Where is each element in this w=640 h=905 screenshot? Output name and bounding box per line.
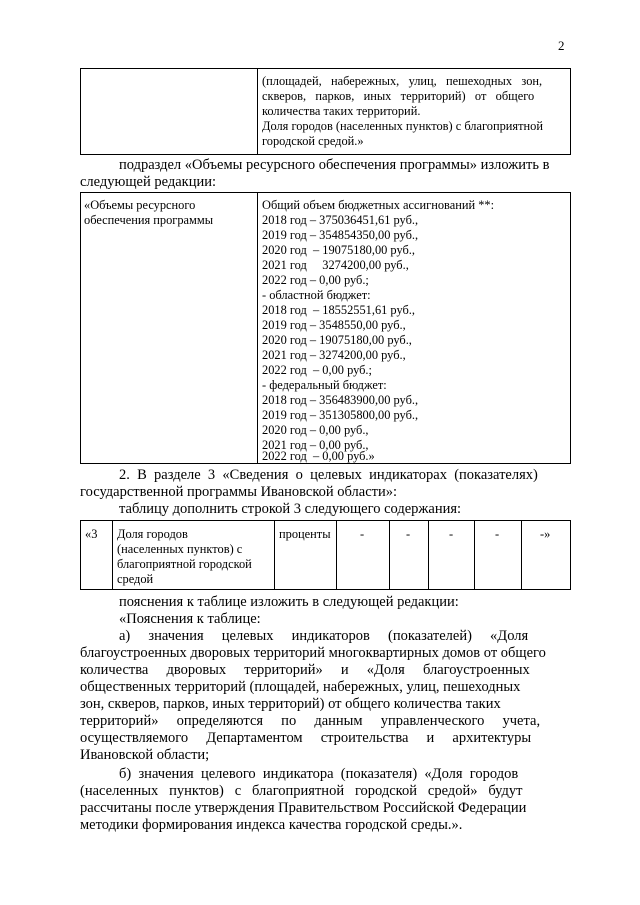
indicator-unit: проценты [279,527,331,541]
indicator-col-divider [521,520,522,590]
budget-line: 2020 год – 19075180,00 руб., [262,243,415,257]
paragraph-line: Ивановской области; [80,747,210,763]
indicator-value: - [406,527,411,541]
paragraph-line: общественных территорий (площадей, набережных, улиц, пешеходных [80,679,521,695]
indicator-name: Доля городов [117,527,188,541]
budget-line: 2019 год – 354854350,00 руб., [262,228,419,242]
budget-line: - областной бюджет: [262,288,371,302]
paragraph-line: подраздел «Объемы ресурсного обеспечения программы» изложить в [119,157,550,173]
paragraph-line: «Пояснения к таблице: [119,611,261,627]
paragraph-line: зон, скверов, парков, иных территорий) от общего количества таких [80,696,501,712]
indicator-value: - [449,527,454,541]
budget-line: 2018 год – 375036451,61 руб., [262,213,419,227]
budget-line: 2018 год – 18552551,61 руб., [262,303,415,317]
top-table-line: (площадей, набережных, улиц, пешеходных зон, [262,74,543,88]
paragraph-line: рассчитаны после утверждения Правительством Российской Федерации [80,800,527,816]
indicator-col-divider [389,520,390,590]
budget-line: 2018 год – 356483900,00 руб., [262,393,419,407]
budget-line: 2020 год – 0,00 руб., [262,423,369,437]
paragraph-line: методики формирования индекса качества городской среды.». [80,817,463,833]
paragraph-line: следующей редакции: [80,174,217,190]
budget-line: 2021 год – 0,00 руб., [262,438,369,452]
paragraph-line: таблицу дополнить строкой 3 следующего содержания: [119,501,462,517]
indicator-number: «3 [85,527,98,541]
indicator-col-divider [428,520,429,590]
budget-line: 2022 год – 0,00 руб.; [262,363,372,377]
paragraph-line: (населенных пунктов) с благоприятной городской средой» будут [80,783,523,799]
indicator-col-divider [336,520,337,590]
paragraph-line: территорий» определяются по данным управленческого учета, [80,713,541,729]
top-table-line: скверов, парков, иных территорий) от общего [262,89,535,103]
resource-table-label: обеспечения программы [84,213,214,227]
budget-line: Общий объем бюджетных ассигнований **: [262,198,495,212]
paragraph-line: б) значения целевого индикатора (показателя) «Доля городов [119,766,519,782]
indicator-col-divider [112,520,113,590]
budget-line: 2022 год – 0,00 руб.; [262,273,369,287]
indicator-name: средой [117,572,154,586]
budget-line: 2020 год – 19075180,00 руб., [262,333,412,347]
budget-line: 2021 год 3274200,00 руб., [262,258,409,272]
paragraph-line: государственной программы Ивановской области»: [80,484,398,500]
indicator-value: - [495,527,500,541]
paragraph-line: а) значения целевых индикаторов (показателей) «Доля [119,628,529,644]
page-number: 2 [558,38,565,53]
budget-line: 2021 год – 3274200,00 руб., [262,348,406,362]
indicator-value: - [360,527,365,541]
paragraph-line: пояснения к таблице изложить в следующей редакции: [119,594,459,610]
budget-line: - федеральный бюджет: [262,378,387,392]
paragraph-line: количества дворовых территорий» и «Доля благоустроенных [80,662,530,678]
indicator-name: благоприятной городской [117,557,252,571]
indicator-col-divider [474,520,475,590]
resource-table-divider [257,192,258,464]
top-table-line: Доля городов (населенных пунктов) с благоприятной [262,119,543,133]
top-table-divider [257,68,258,155]
paragraph-line: благоустроенных дворовых территорий многоквартирных домов от общего [80,645,546,661]
top-table-line: городской средой.» [262,134,364,148]
paragraph-line: 2. В разделе 3 «Сведения о целевых индикаторах (показателях) [119,467,538,483]
budget-line: 2019 год – 351305800,00 руб., [262,408,419,422]
indicator-value: -» [540,527,551,541]
indicator-name: (населенных пунктов) с [117,542,243,556]
indicator-col-divider [274,520,275,590]
budget-line: 2019 год – 3548550,00 руб., [262,318,406,332]
top-table-line: количества таких территорий. [262,104,421,118]
resource-table-label: «Объемы ресурсного [84,198,196,212]
paragraph-line: осуществляемого Департаментом строительства и архитектуры [80,730,532,746]
budget-line: 2022 год – 0,00 руб.» [262,449,375,463]
